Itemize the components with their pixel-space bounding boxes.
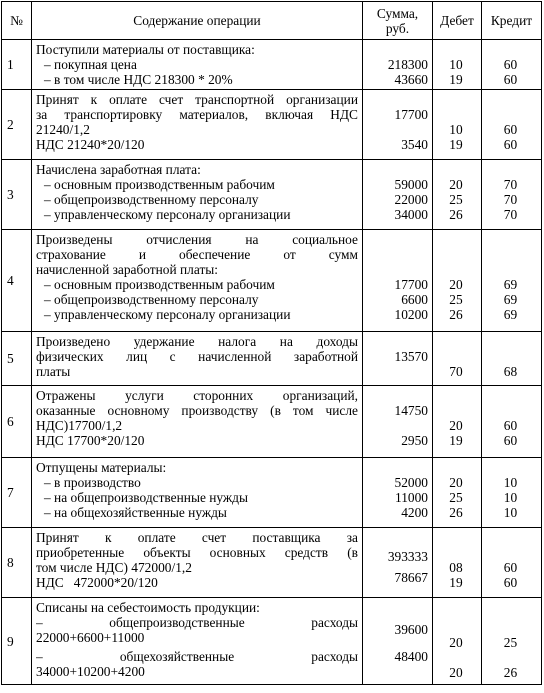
row-credit [482,332,542,386]
spacer [484,92,537,107]
desc-line: – в том числе НДС 218300 * 20% [44,72,233,87]
row-number: 5 [2,332,32,386]
credit-value: 70 [503,207,518,222]
row-credit [482,458,542,528]
desc-line: НДС)17700/1,2 [36,418,123,433]
credit-value: 69 [503,292,518,307]
spacer [365,262,428,277]
row-description [32,528,363,598]
debit-value: 20 [449,635,463,650]
desc-line: – общехозяйственные расходы [36,649,358,664]
row-debit [433,598,482,685]
row-credit [482,230,542,332]
sum-value: 48400 [394,649,428,664]
row-credit [482,598,542,685]
desc-line: НДС 17700*20/120 [36,433,145,448]
debit-value: 19 [449,433,463,448]
desc-line: начисленной заработной платы: [36,262,219,277]
credit-value: 60 [503,122,518,137]
desc-line: платы [36,364,71,379]
desc-line: – общепроизводственному персоналу [44,192,259,207]
table-row [2,160,542,230]
credit-value: 10 [503,475,518,490]
desc-line: – управленческому персоналу организации [44,307,291,322]
desc-line: – основным производственным рабочим [44,177,275,192]
desc-line: Принят к оплате счет транспортной организации [36,92,358,107]
spacer [435,349,477,364]
credit-value: 60 [503,137,518,152]
row-debit [433,40,482,90]
spacer [365,162,428,177]
row-number: 8 [2,528,32,598]
table-row [2,598,542,685]
spacer [435,600,477,615]
sum-value: 52000 [394,475,428,490]
credit-value: 60 [503,418,518,433]
row-description [32,386,363,458]
row-credit [482,90,542,160]
spacer [365,334,428,349]
desc-line: приобретенные объекты основных средств (в [36,545,358,560]
debit-value: 19 [449,72,463,87]
header-debit: Дебет [433,2,482,40]
credit-value: 60 [503,560,518,575]
credit-value: 60 [503,433,518,448]
desc-line: – покупная цена [44,57,137,72]
row-number: 6 [2,386,32,458]
row-credit [482,160,542,230]
credit-value: 10 [503,490,518,505]
row-credit [482,386,542,458]
row-sum [363,386,433,458]
row-sum [363,160,433,230]
debit-value: 70 [449,364,463,379]
spacer [435,247,477,262]
spacer [435,262,477,277]
sum-value: 218300 [387,57,428,72]
desc-line: Начислена заработная плата: [36,162,201,177]
row-debit [433,386,482,458]
row-description [32,598,363,685]
sum-value: 59000 [394,177,428,192]
debit-value: 19 [449,137,463,152]
sum-value: 3540 [401,137,428,152]
credit-value: 60 [503,72,518,87]
table-row [2,90,542,160]
desc-line: – общепроизводственные расходы [36,615,358,630]
desc-line: 22000+6600+11000 [36,630,145,645]
spacer [435,530,477,545]
debit-value: 20 [449,277,463,292]
spacer [484,232,537,247]
sum-value: 14750 [394,403,428,418]
spacer [365,460,428,475]
credit-value: 25 [503,635,518,650]
credit-value: 69 [503,307,518,322]
spacer [365,388,428,403]
desc-line: Списаны на себестоимость продукции: [36,600,260,615]
spacer [484,600,537,615]
sum-value: 4200 [401,505,428,520]
row-sum [363,458,433,528]
row-sum [363,90,433,160]
operations-table [1,1,542,685]
spacer [484,162,537,177]
desc-line: страхование и обеспечение от сумм [36,247,358,262]
desc-line: оказанные основному производству (в том числе [36,403,358,418]
spacer [365,92,428,107]
credit-value: 60 [503,575,518,590]
spacer [435,388,477,403]
spacer [484,334,537,349]
desc-line: физических лиц с начисленной заработной [36,349,358,364]
debit-value: 26 [449,307,463,322]
desc-line: – на общехозяйственные нужды [44,505,227,520]
row-number: 2 [2,90,32,160]
row-debit [433,458,482,528]
spacer [365,232,428,247]
debit-value: 26 [449,505,463,520]
row-credit [482,528,542,598]
spacer [365,247,428,262]
credit-value: 70 [503,192,518,207]
spacer [435,162,477,177]
spacer [484,247,537,262]
row-sum [363,230,433,332]
spacer [365,600,428,615]
desc-line: – на общепроизводственные нужды [44,490,248,505]
debit-value: 25 [449,490,463,505]
row-number: 3 [2,160,32,230]
row-sum [363,528,433,598]
sum-value: 43660 [394,72,428,87]
sum-value: 17700 [394,107,428,122]
desc-line: Поступили материалы от поставщика: [36,42,255,57]
row-sum [363,40,433,90]
credit-value: 68 [503,364,518,379]
header-sum-line2: руб. [385,20,410,36]
table-row [2,386,542,458]
spacer [484,349,537,364]
row-debit [433,160,482,230]
debit-value: 10 [449,122,463,137]
debit-value: 19 [449,575,463,590]
sum-value: 6600 [401,292,428,307]
header-sum [363,2,433,40]
desc-line: Отражены услуги сторонних организаций, [36,388,358,403]
desc-line: Отпущены материалы: [36,460,167,475]
sum-value: 2950 [401,433,428,448]
debit-value: 26 [449,207,463,222]
sum-value: 78667 [394,570,428,585]
sum-value: 11000 [395,490,428,505]
spacer [435,232,477,247]
credit-value: 10 [503,505,518,520]
debit-value: 20 [449,418,463,433]
row-number: 7 [2,458,32,528]
table-header-row [2,2,542,40]
desc-line: Произведены отчисления на социальное [36,232,358,247]
header-sum-line1: Сумма, [376,5,419,21]
sum-value [365,42,428,57]
desc-line: 34000+10200+4200 [36,664,145,679]
header-num: № [2,2,32,40]
row-number: 1 [2,40,32,90]
debit-value: 20 [449,475,463,490]
debit-value: 20 [449,665,463,680]
row-sum [363,332,433,386]
table-row [2,40,542,90]
row-description [32,40,363,90]
spacer [365,418,428,433]
credit-value [484,42,537,57]
spacer [435,107,477,122]
debit-value: 20 [449,177,463,192]
spacer [435,403,477,418]
row-description [32,230,363,332]
credit-value: 70 [503,177,518,192]
row-sum [363,598,433,685]
spacer [365,530,428,545]
row-debit [433,230,482,332]
desc-line: НДС 21240*20/120 [36,137,145,152]
spacer [484,262,537,277]
credit-value: 26 [503,665,518,680]
debit-value: 10 [449,57,463,72]
sum-value: 17700 [394,277,428,292]
debit-value: 25 [449,292,463,307]
spacer [484,545,537,560]
spacer [435,92,477,107]
debit-value: 25 [449,192,463,207]
debit-value: 08 [449,560,463,575]
header-credit: Кредит [482,2,542,40]
row-number: 9 [2,598,32,685]
row-debit [433,90,482,160]
row-description [32,332,363,386]
desc-line: – основным производственным рабочим [44,277,275,292]
row-number: 4 [2,230,32,332]
desc-line: – управленческому персоналу организации [44,207,291,222]
desc-line: за транспортировку материалов, включая НДС [36,107,358,122]
desc-line: Принят к оплате счет поставщика за [36,530,358,545]
sum-value: 393333 [387,549,428,564]
spacer [484,403,537,418]
row-credit [482,40,542,90]
table-row [2,332,542,386]
spacer [435,334,477,349]
spacer [484,107,537,122]
spacer [365,122,428,137]
row-description [32,458,363,528]
sum-value: 10200 [394,307,428,322]
sum-value: 13570 [394,349,428,364]
table-row [2,458,542,528]
sum-value: 22000 [394,192,428,207]
desc-line: том числе НДС) 472000/1,2 [36,560,192,575]
desc-line: НДС 472000*20/120 [36,575,158,590]
spacer [484,388,537,403]
spacer [484,530,537,545]
debit-value [435,42,477,57]
header-description: Содержание операции [32,2,363,40]
desc-line: – в производство [44,475,141,490]
table-row [2,230,542,332]
row-debit [433,528,482,598]
desc-line: Произведено удержание налога на доходы [36,334,358,349]
row-description [32,160,363,230]
desc-line: – общепроизводственному персоналу [44,292,259,307]
credit-value: 69 [503,277,518,292]
spacer [435,460,477,475]
desc-line: 21240/1,2 [36,122,90,137]
table-row [2,528,542,598]
sum-value: 34000 [394,207,428,222]
row-debit [433,332,482,386]
row-description [32,90,363,160]
spacer [484,460,537,475]
sum-value: 39600 [394,622,428,637]
spacer [435,545,477,560]
credit-value: 60 [503,57,518,72]
